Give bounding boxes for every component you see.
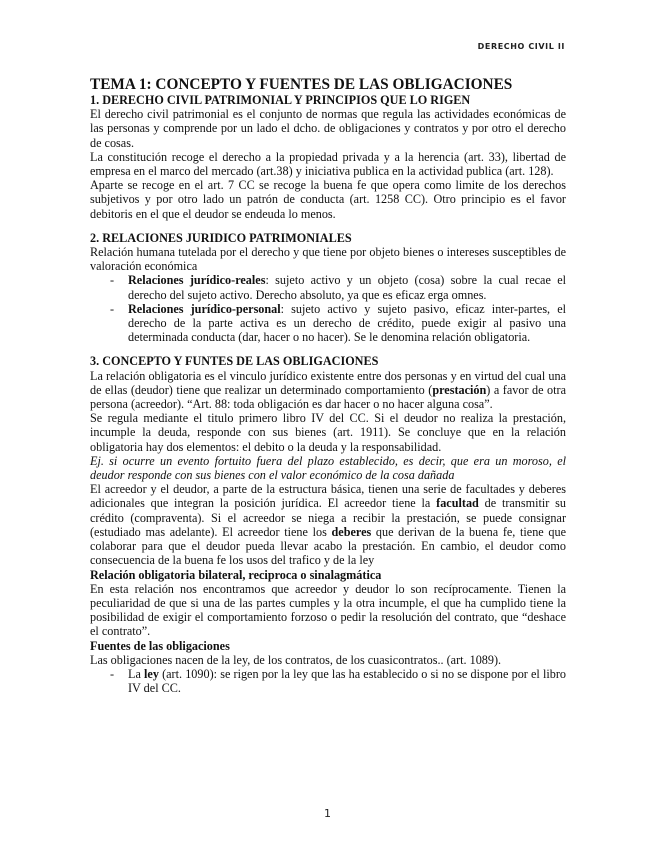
bold-term: Relaciones jurídico-personal (128, 301, 281, 316)
paragraph: Se regula mediante el titulo primero libro IV del CC. Si el deudor no realiza la prestación, incumple la deuda, responde con sus bienes (art. 1911). Se concluye que en la relación obligatoria hay dos elementos: el debito o la deuda y la responsabilidad. (90, 411, 566, 454)
paragraph: Las obligaciones nacen de la ley, de los contratos, de los cuasicontratos.. (art. 1089). (90, 652, 502, 667)
text-run: El acreedor y el deudor, a parte de la estructura básica, tienen una serie de facultades y deberes adicionales que integran la posición jurídica. El acreedor tiene la (90, 482, 566, 511)
document-title: TEMA 1: CONCEPTO Y FUENTES DE LAS OBLIGACIONES (90, 76, 513, 93)
section-2-heading: 2. RELACIONES JURIDICO PATRIMONIALES (90, 230, 352, 245)
item-text: : sujeto activo y sujeto pasivo, eficaz inter-partes, el derecho de la parte activa es un derecho de crédito, puede exigir al pasivo una determinada conducta (dar, hacer o no hacer). Se le denomina relación obligatoria. (128, 301, 566, 345)
section-1-heading: 1. DERECHO CIVIL PATRIMONIAL Y PRINCIPIOS QUE LO RIGEN (90, 93, 471, 107)
text-run: La relación obligatoria es el vinculo jurídico existente entre dos personas y en virtud del cual una de ellas (deudor) tiene que realizar un determinado comportamiento ( (90, 368, 566, 397)
paragraph: Aparte se recoge en el art. 7 CC se recoge la buena fe que opera como limite de los derechos subjetivos y por otro lado un patrón de conducta (art. 1258 CC). Otro principio es el favor debitoris en el que el deudor se endeuda lo menos. (90, 178, 566, 221)
bullet-list (90, 667, 566, 695)
item-text: : sujeto activo y un objeto (cosa) sobre la cual recae el derecho del sujeto activo. Derecho absoluto, ya que es eficaz erga omnes. (128, 273, 566, 302)
bold-term: deberes (331, 524, 372, 539)
text-run: que derivan de la buena fe, tiene que colaborar para que el deudor pueda llevar acabo la prestación. En cambio, el deudor como consecuencia de la buena fe los usos del trafico y de la ley (90, 524, 566, 568)
bold-term: facultad (436, 496, 479, 511)
section-3-heading: 3. CONCEPTO Y FUNTES DE LAS OBLIGACIONES (90, 354, 379, 369)
bold-term: ley (144, 666, 159, 681)
page-number: 1 (324, 807, 331, 820)
bold-term: prestación (432, 382, 487, 397)
text-run: (art. 1090): se rigen por la ley que las ha establecido o si no se dispone por el libro IV del CC. (128, 666, 566, 696)
text-run: de transmitir su crédito (compraventa). Si el acreedor se niega a recibir la prestación, se puede consignar (estudiado mas adelante). El acreedor tiene los (90, 496, 566, 539)
paragraph (90, 369, 566, 412)
list-item (90, 302, 566, 345)
bullet-list (90, 273, 566, 344)
bold-term: Relaciones jurídico-reales (128, 273, 266, 288)
text-run: La (128, 666, 145, 681)
subheading: Fuentes de las obligaciones (90, 638, 230, 653)
list-item (90, 667, 566, 695)
paragraph: El derecho civil patrimonial es el conjunto de normas que regula las actividades económicas de las personas y comprende por un lado el dcho. de obligaciones y contratos y por otro el derecho de cosas. (90, 107, 566, 150)
subheading: Relación obligatoria bilateral, reciproca o sinalagmática (90, 567, 382, 582)
paragraph: Relación humana tutelada por el derecho y que tiene por objeto bienes o intereses susceptibles de valoración económica (90, 245, 566, 274)
example-paragraph: Ej. si ocurre un evento fortuito fuera del plazo establecido, es decir, que era un moroso, el deudor responde con sus bienes con el valor económico de la cosa dañada (90, 453, 566, 483)
text-run: ) a favor de otra persona (acreedor). “Art. 88: toda obligación es dar hacer o no hacer alguna cosa”. (90, 382, 566, 412)
running-header: DERECHO CIVIL II (477, 42, 565, 51)
list-item (90, 273, 566, 301)
paragraph: La constitución recoge el derecho a la propiedad privada y a la herencia (art. 33), libertad de empresa en el marco del mercado (art.38) y iniciativa publica en la actividad publica (art. 128). (90, 149, 566, 179)
paragraph (90, 482, 566, 567)
paragraph: En esta relación nos encontramos que acreedor y deudor lo son recíprocamente. Tienen la peculiaridad de que si una de las partes cumples y la otra incumple, el que ha cumplido tiene la posibilidad de exigir el comportamiento forzoso o pedir la resolución del contrato, que “deshace el contrato”. (90, 581, 566, 639)
document-body (90, 76, 566, 695)
